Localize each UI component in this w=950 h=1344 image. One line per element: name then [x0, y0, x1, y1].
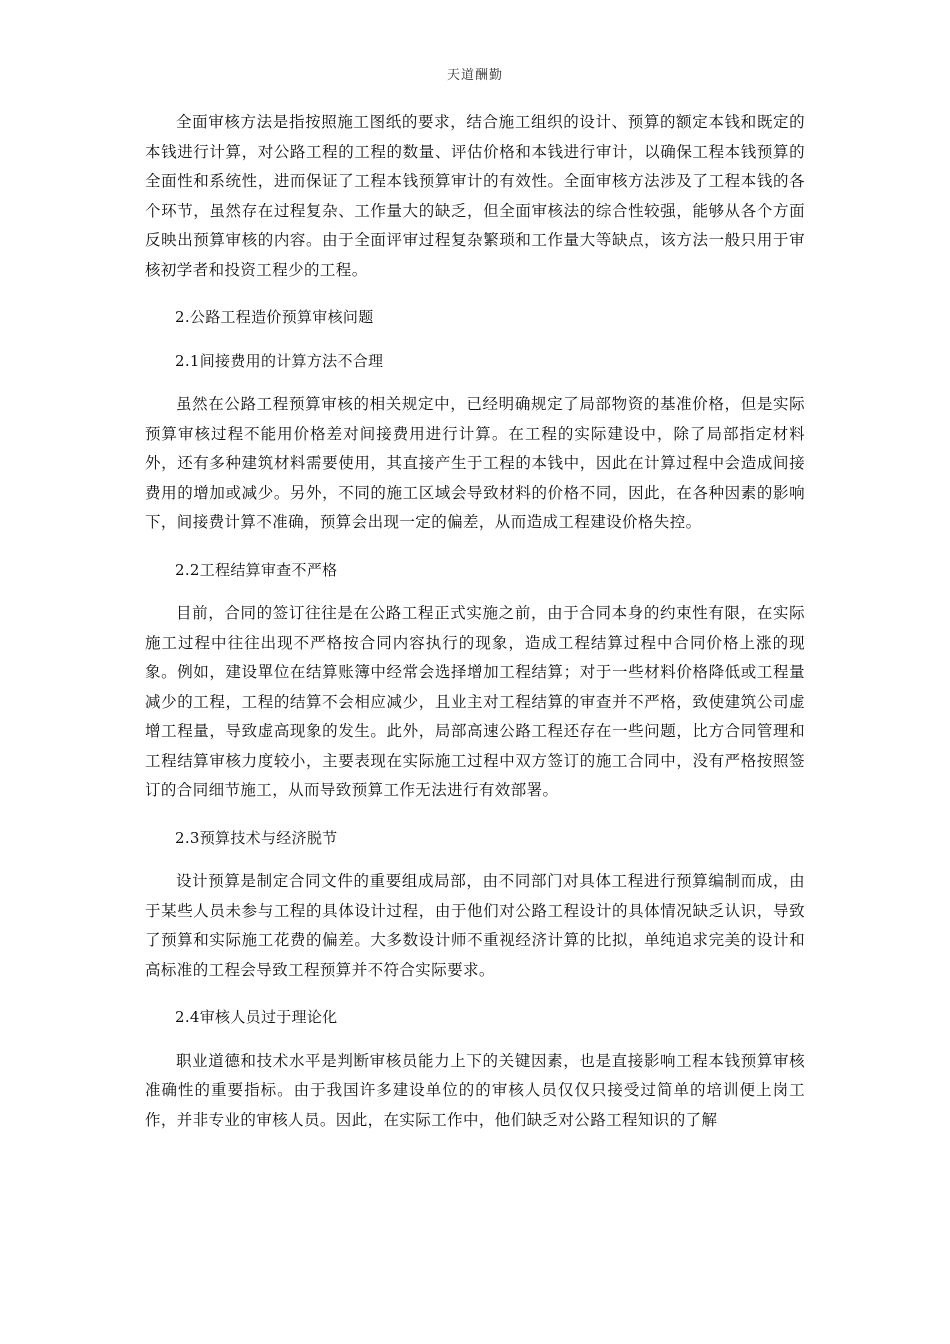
paragraph-2-4: 职业道德和技术水平是判断审核员能力上下的关键因素，也是直接影响工程本钱预算审核准确性的重要指标。由于我国许多建设单位的的审核人员仅仅只接受过简单的培训便上岗工作，并非专业的审核人员。因此，在实际工作中，他们缺乏对公路工程知识的了解 — [145, 1051, 805, 1129]
subsection-heading-2-1: 2.1间接费用的计算方法不合理 — [175, 351, 384, 370]
intro-paragraph: 全面审核方法是指按照施工图纸的要求，结合施工组织的设计、预算的额定本钱和既定的本钱进行计算，对公路工程的工程的数量、评估价格和本钱进行审计，以确保工程本钱预算的全面性和系统性，进而保证了工程本钱预算审计的有效性。全面审核方法涉及了工程本钱的各个环节，虽然存在过程复杂、工作量大的缺乏，但全面审核法的综合性较强，能够从各个方面反映出预算审核的内容。由于全面评审过程复杂繁琐和工作量大等缺点，该方法一般只用于审核初学者和投资工程少的工程。 — [145, 113, 805, 279]
subsection-heading-2-4: 2.4审核人员过于理论化 — [175, 1008, 338, 1026]
section-heading-2: 2.公路工程造价预算审核问题 — [175, 308, 374, 326]
paragraph-2-3: 设计预算是制定合同文件的重要组成局部，由不同部门对具体工程进行预算编制而成，由于某些人员未参与工程的具体设计过程，由于他们对公路工程设计的具体情况缺乏认识，导致了预算和实际施工花费的偏差。大多数设计师不重视经济计算的比拟，单纯追求完美的设计和高标准的工程会导致工程预算并不符合实际要求。 — [145, 872, 805, 979]
paragraph-2-2: 目前，合同的签订往往是在公路工程正式实施之前，由于合同本身的约束性有限，在实际施工过程中往往出现不严格按合同内容执行的现象，造成工程结算过程中合同价格上涨的现象。例如，建设單位在结算账簿中经常会选择增加工程结算；对于一些材料价格降低或工程量减少的工程，工程的结算不会相应减少，且业主对工程结算的审查并不严格，致使建筑公司虚增工程量，导致虚高现象的发生。此外，局部高速公路工程还存在一些问题，比方合同管理和工程结算审核力度较小，主要表现在实际施工过程中双方签订的施工合同中，没有严格按照签订的合同细节施工，从而导致预算工作无法进行有效部署。 — [145, 604, 805, 799]
page-header: 天道酬勤 — [446, 68, 503, 83]
subsection-heading-2-3: 2.3预算技术与经济脱节 — [175, 828, 338, 847]
paragraph-2-1: 虽然在公路工程预算审核的相关规定中，已经明确规定了局部物资的基准价格，但是实际预算审核过程不能用价格差对间接费用进行计算。在工程的实际建设中，除了局部指定材料外，还有多种建筑材料需要使用，其直接产生于工程的本钱中，因此在计算过程中会造成间接费用的增加或减少。另外，不同的施工区域会导致材料的价格不同，因此，在各种因素的影响下，间接费计算不准确，预算会出现一定的偏差，从而造成工程建设价格失控。 — [145, 395, 805, 531]
document-body — [145, 108, 805, 1135]
subsection-heading-2-2: 2.2工程结算审查不严格 — [175, 560, 338, 579]
